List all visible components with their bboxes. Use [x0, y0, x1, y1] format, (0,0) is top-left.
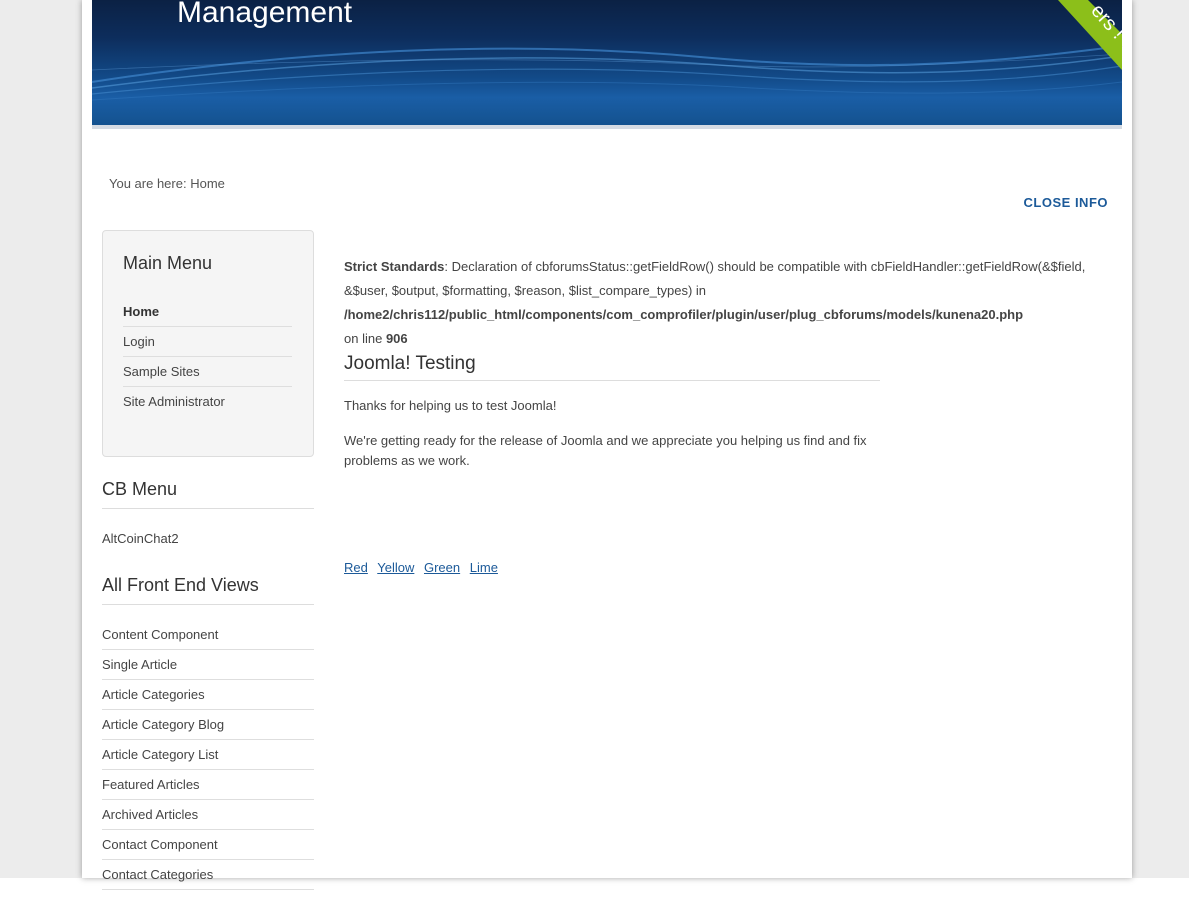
main-menu-list	[123, 297, 292, 416]
menu-item-login[interactable]: Login	[123, 327, 292, 357]
page-container	[82, 0, 1132, 882]
view-item-article-category-list[interactable]: Article Category List	[102, 740, 314, 770]
close-info-button[interactable]: CLOSE INFO	[1023, 195, 1108, 210]
view-item-content-component[interactable]: Content Component	[102, 620, 314, 650]
color-link-green[interactable]: Green	[423, 560, 461, 575]
warning-line-number: 906	[385, 331, 408, 346]
banner-divider	[92, 125, 1122, 129]
php-warning	[344, 255, 1104, 351]
ribbon-text: ers !	[1086, 0, 1129, 44]
article-paragraph-2: We're getting ready for the release of Joomla and we appreciate you helping us find and fix problems as we work.	[344, 433, 867, 468]
warning-message: : Declaration of cbforumsStatus::getFieldRow() should be compatible with cbFieldHandler::getFieldRow(&$field, &$user, $output, $formatting, $reason, $list_compare_types) in	[344, 259, 1086, 298]
article-paragraph-1: Thanks for helping us to test Joomla!	[344, 398, 557, 413]
color-link-lime[interactable]: Lime	[469, 560, 498, 575]
banner-title: Management	[177, 0, 353, 29]
menu-item-site-administrator[interactable]: Site Administrator	[123, 394, 225, 409]
breadcrumb	[109, 176, 225, 191]
warning-line-prefix: on line	[344, 331, 383, 346]
warning-path: /home2/chris112/public_html/components/com_comprofiler/plugin/user/plug_cbforums/models/kunena20.php	[344, 307, 1024, 322]
view-item-single-article[interactable]: Single Article	[102, 650, 314, 680]
main-menu-module	[102, 230, 314, 457]
article-title: Joomla! Testing	[344, 353, 880, 381]
color-link-yellow[interactable]: Yellow	[377, 560, 415, 575]
site-banner	[92, 0, 1129, 125]
view-item-archived-articles[interactable]: Archived Articles	[102, 800, 314, 830]
cb-menu-title: CB Menu	[102, 479, 314, 509]
breadcrumb-label: You are here:	[109, 176, 187, 191]
view-item-article-category-blog[interactable]: Article Category Blog	[102, 710, 314, 740]
color-link-red[interactable]: Red	[344, 560, 368, 575]
breadcrumb-current: Home	[190, 176, 225, 191]
article-body	[344, 396, 1104, 471]
menu-item-home[interactable]: Home	[123, 297, 292, 327]
cb-menu-item-altcoinchat2[interactable]: AltCoinChat2	[102, 531, 179, 546]
color-links	[344, 560, 504, 575]
menu-item-sample-sites[interactable]: Sample Sites	[123, 357, 292, 387]
view-item-contact-categories[interactable]: Contact Categories	[102, 860, 314, 890]
view-item-article-categories[interactable]: Article Categories	[102, 680, 314, 710]
view-item-contact-component[interactable]: Contact Component	[102, 830, 314, 860]
main-menu-title: Main Menu	[123, 253, 213, 273]
main-content	[344, 255, 1104, 471]
front-end-views-list	[102, 620, 314, 890]
view-item-featured-articles[interactable]: Featured Articles	[102, 770, 314, 800]
corner-ribbon[interactable]	[1058, 0, 1129, 70]
front-end-views-title: All Front End Views	[102, 575, 314, 605]
warning-label: Strict Standards	[344, 259, 445, 274]
